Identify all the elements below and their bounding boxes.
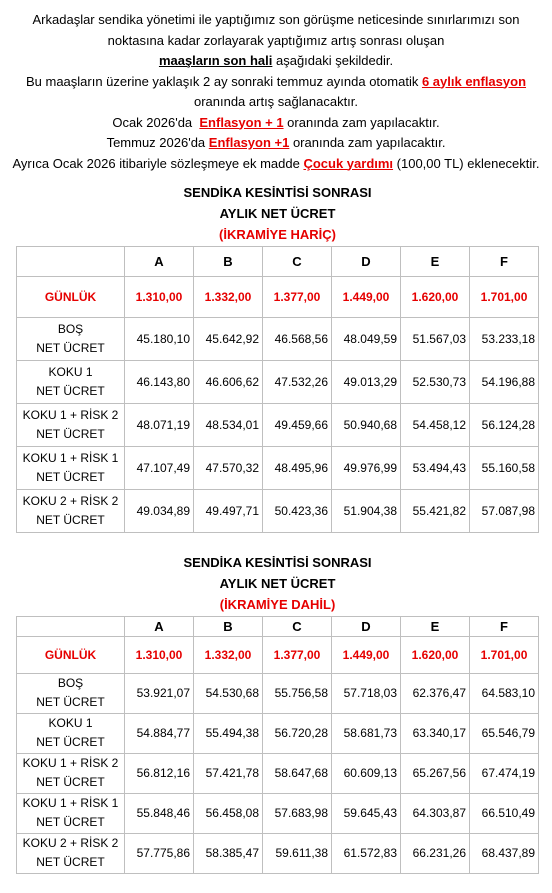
intro-line [0, 51, 552, 72]
inflation-highlight: 6 aylık enflasyon [421, 73, 527, 89]
salary-cell: 68.437,89 [470, 833, 539, 873]
salary-cell: 58.681,73 [332, 713, 401, 753]
row-label [17, 713, 125, 753]
table-row [17, 317, 539, 360]
salary-cell: 56.458,08 [194, 793, 263, 833]
row-label-line: KOKU 1 + RİSK 2 [22, 407, 119, 422]
salary-cell: 64.303,87 [401, 793, 470, 833]
salary-cell: 54.530,68 [194, 673, 263, 713]
salary-cell: 52.530,73 [401, 360, 470, 403]
table-subtitle: AYLIK NET ÜCRET [219, 206, 336, 221]
salary-cell: 45.180,10 [125, 317, 194, 360]
salary-cell: 63.340,17 [401, 713, 470, 753]
corner-cell [17, 246, 125, 276]
salary-cell: 51.567,03 [401, 317, 470, 360]
salary-cell: 54.458,12 [401, 403, 470, 446]
salary-cell: 48.495,96 [263, 446, 332, 489]
daily-wage-cell: 1.310,00 [125, 636, 194, 673]
salary-cell: 47.570,32 [194, 446, 263, 489]
salary-cell: 59.611,38 [263, 833, 332, 873]
row-label [17, 833, 125, 873]
final-salary-emphasis: maaşların son hali [158, 53, 273, 68]
column-header: B [194, 616, 263, 636]
intro-text-span: Ayrıca Ocak 2026 itibariyle sözleşmeye ek madde [12, 155, 304, 171]
daily-wage-cell: 1.310,00 [125, 276, 194, 317]
salary-cell: 51.904,38 [332, 489, 401, 532]
table-bonus-note: (İKRAMİYE DAHİL) [219, 597, 336, 613]
intro-text-span: oranında zam yapılacaktır. [289, 135, 446, 150]
column-header: F [470, 616, 539, 636]
daily-row-label: GÜNLÜK [17, 276, 125, 317]
salary-cell: 62.376,47 [401, 673, 470, 713]
salary-cell: 56.124,28 [470, 403, 539, 446]
daily-wage-cell: 1.377,00 [263, 276, 332, 317]
salary-cell: 66.231,26 [401, 833, 470, 873]
child-benefit-highlight: Çocuk yardımı [303, 155, 394, 171]
row-label [17, 753, 125, 793]
salary-cell: 55.421,82 [401, 489, 470, 532]
daily-wage-cell: 1.332,00 [194, 276, 263, 317]
salary-cell: 57.718,03 [332, 673, 401, 713]
row-label [17, 317, 125, 360]
row-label-line: NET ÜCRET [36, 426, 105, 441]
daily-wage-cell: 1.332,00 [194, 636, 263, 673]
salary-cell: 53.233,18 [470, 317, 539, 360]
salary-cell: 49.459,66 [263, 403, 332, 446]
salary-cell: 47.107,49 [125, 446, 194, 489]
salary-cell: 46.143,80 [125, 360, 194, 403]
row-label-line: NET ÜCRET [36, 340, 105, 355]
salary-cell: 55.848,46 [125, 793, 194, 833]
row-label-line: NET ÜCRET [36, 815, 105, 829]
row-label [17, 446, 125, 489]
row-label-line: KOKU 1 [48, 364, 93, 379]
salary-cell: 53.921,07 [125, 673, 194, 713]
corner-cell [17, 616, 125, 636]
column-header: D [332, 246, 401, 276]
intro-line [0, 10, 552, 31]
row-label [17, 360, 125, 403]
column-header: F [470, 246, 539, 276]
intro-text-span: Temmuz 2026'da [106, 135, 209, 150]
salary-cell: 49.497,71 [194, 489, 263, 532]
salary-cell: 55.494,38 [194, 713, 263, 753]
table-row [17, 360, 539, 403]
table-row [17, 833, 539, 873]
row-label [17, 793, 125, 833]
row-label-line: NET ÜCRET [36, 735, 105, 749]
intro-text-span: oranında zam yapılacaktır. [283, 114, 440, 130]
salary-table-excluding-bonus [16, 181, 538, 533]
daily-wage-cell: 1.701,00 [470, 636, 539, 673]
intro-text-span: Arkadaşlar sendika yönetimi ile yaptığımız son görüşme neticesinde sınırlarımızı son [32, 12, 520, 27]
salary-cell: 54.196,88 [470, 360, 539, 403]
salary-cell: 53.494,43 [401, 446, 470, 489]
salary-cell: 59.645,43 [332, 793, 401, 833]
salary-cell: 67.474,19 [470, 753, 539, 793]
salary-cell: 47.532,26 [263, 360, 332, 403]
column-header: C [263, 246, 332, 276]
row-label-line: BOŞ [57, 321, 84, 336]
row-label-line: KOKU 1 + RİSK 1 [22, 450, 119, 465]
table-row [17, 403, 539, 446]
salary-cell: 56.720,28 [263, 713, 332, 753]
row-label-line: NET ÜCRET [36, 695, 105, 709]
daily-wage-cell: 1.449,00 [332, 636, 401, 673]
table-row [17, 489, 539, 532]
intro-line [0, 72, 552, 93]
intro-text-span: noktasına kadar zorlayarak yaptığımız artış sonrası oluşan [107, 32, 445, 48]
row-label-line: KOKU 1 [48, 716, 93, 730]
row-label [17, 489, 125, 532]
table-title: SENDİKA KESİNTİSİ SONRASI [183, 554, 372, 570]
row-label-line: NET ÜCRET [36, 383, 105, 398]
salary-cell: 58.385,47 [194, 833, 263, 873]
intro-text-span: aşağıdaki şekildedir. [272, 53, 394, 68]
salary-cell: 48.071,19 [125, 403, 194, 446]
column-header: E [401, 616, 470, 636]
column-header: E [401, 246, 470, 276]
table-row [17, 673, 539, 713]
column-header: C [263, 616, 332, 636]
daily-wage-cell: 1.701,00 [470, 276, 539, 317]
intro-text-span: (100,00 TL) eklenecektir. [393, 155, 540, 171]
daily-wage-cell: 1.620,00 [401, 636, 470, 673]
salary-cell: 49.976,99 [332, 446, 401, 489]
column-header: A [125, 246, 194, 276]
inflation-highlight: Enflasyon +1 [208, 135, 290, 150]
column-header: A [125, 616, 194, 636]
row-label-line: KOKU 1 + RİSK 2 [22, 756, 119, 770]
table-subtitle: AYLIK NET ÜCRET [219, 576, 336, 591]
salary-cell: 57.683,98 [263, 793, 332, 833]
row-label-line: NET ÜCRET [36, 512, 105, 527]
salary-cell: 55.160,58 [470, 446, 539, 489]
table-row [17, 713, 539, 753]
salary-cell: 46.606,62 [194, 360, 263, 403]
daily-wage-cell: 1.449,00 [332, 276, 401, 317]
row-label-line: KOKU 1 + RİSK 1 [22, 796, 119, 810]
salary-cell: 65.267,56 [401, 753, 470, 793]
row-label-line: KOKU 2 + RİSK 2 [22, 836, 119, 850]
salary-table-including-bonus [16, 551, 538, 874]
salary-cell: 49.034,89 [125, 489, 194, 532]
salary-cell: 48.049,59 [332, 317, 401, 360]
salary-cell: 61.572,83 [332, 833, 401, 873]
daily-wage-cell: 1.377,00 [263, 636, 332, 673]
column-header: B [194, 246, 263, 276]
salary-cell: 45.642,92 [194, 317, 263, 360]
row-label [17, 673, 125, 713]
table-bonus-note: (İKRAMİYE HARİÇ) [219, 227, 337, 243]
salary-cell: 66.510,49 [470, 793, 539, 833]
intro-text-span: Bu maaşların üzerine yaklaşık 2 ay sonraki temmuz ayında otomatik [25, 73, 422, 89]
salary-cell: 57.775,86 [125, 833, 194, 873]
daily-row-label: GÜNLÜK [17, 636, 125, 673]
salary-cell: 65.546,79 [470, 713, 539, 753]
row-label-line: BOŞ [57, 676, 84, 690]
table-row [17, 753, 539, 793]
salary-cell: 56.812,16 [125, 753, 194, 793]
row-label-line: NET ÜCRET [36, 469, 105, 484]
row-label-line: KOKU 2 + RİSK 2 [22, 493, 119, 508]
intro-line [0, 154, 552, 175]
row-label-line: NET ÜCRET [36, 775, 105, 789]
intro-text-span: Ocak 2026'da [112, 114, 200, 130]
salary-cell: 57.421,78 [194, 753, 263, 793]
intro-line [0, 133, 552, 154]
table-title: SENDİKA KESİNTİSİ SONRASI [183, 184, 372, 200]
intro-line [0, 31, 552, 52]
salary-cell: 49.013,29 [332, 360, 401, 403]
intro-text-span: oranında artış sağlanacaktır. [193, 94, 359, 109]
salary-cell: 57.087,98 [470, 489, 539, 532]
intro-line [0, 92, 552, 113]
table-row [17, 793, 539, 833]
table-row [17, 446, 539, 489]
salary-cell: 58.647,68 [263, 753, 332, 793]
intro-text [0, 10, 552, 174]
salary-cell: 64.583,10 [470, 673, 539, 713]
salary-cell: 55.756,58 [263, 673, 332, 713]
column-header: D [332, 616, 401, 636]
salary-cell: 60.609,13 [332, 753, 401, 793]
inflation-highlight: Enflasyon + 1 [199, 114, 284, 130]
salary-cell: 50.423,36 [263, 489, 332, 532]
daily-wage-cell: 1.620,00 [401, 276, 470, 317]
row-label-line: NET ÜCRET [36, 855, 105, 869]
salary-cell: 48.534,01 [194, 403, 263, 446]
intro-line [0, 113, 552, 134]
salary-cell: 46.568,56 [263, 317, 332, 360]
row-label [17, 403, 125, 446]
salary-cell: 50.940,68 [332, 403, 401, 446]
salary-cell: 54.884,77 [125, 713, 194, 753]
